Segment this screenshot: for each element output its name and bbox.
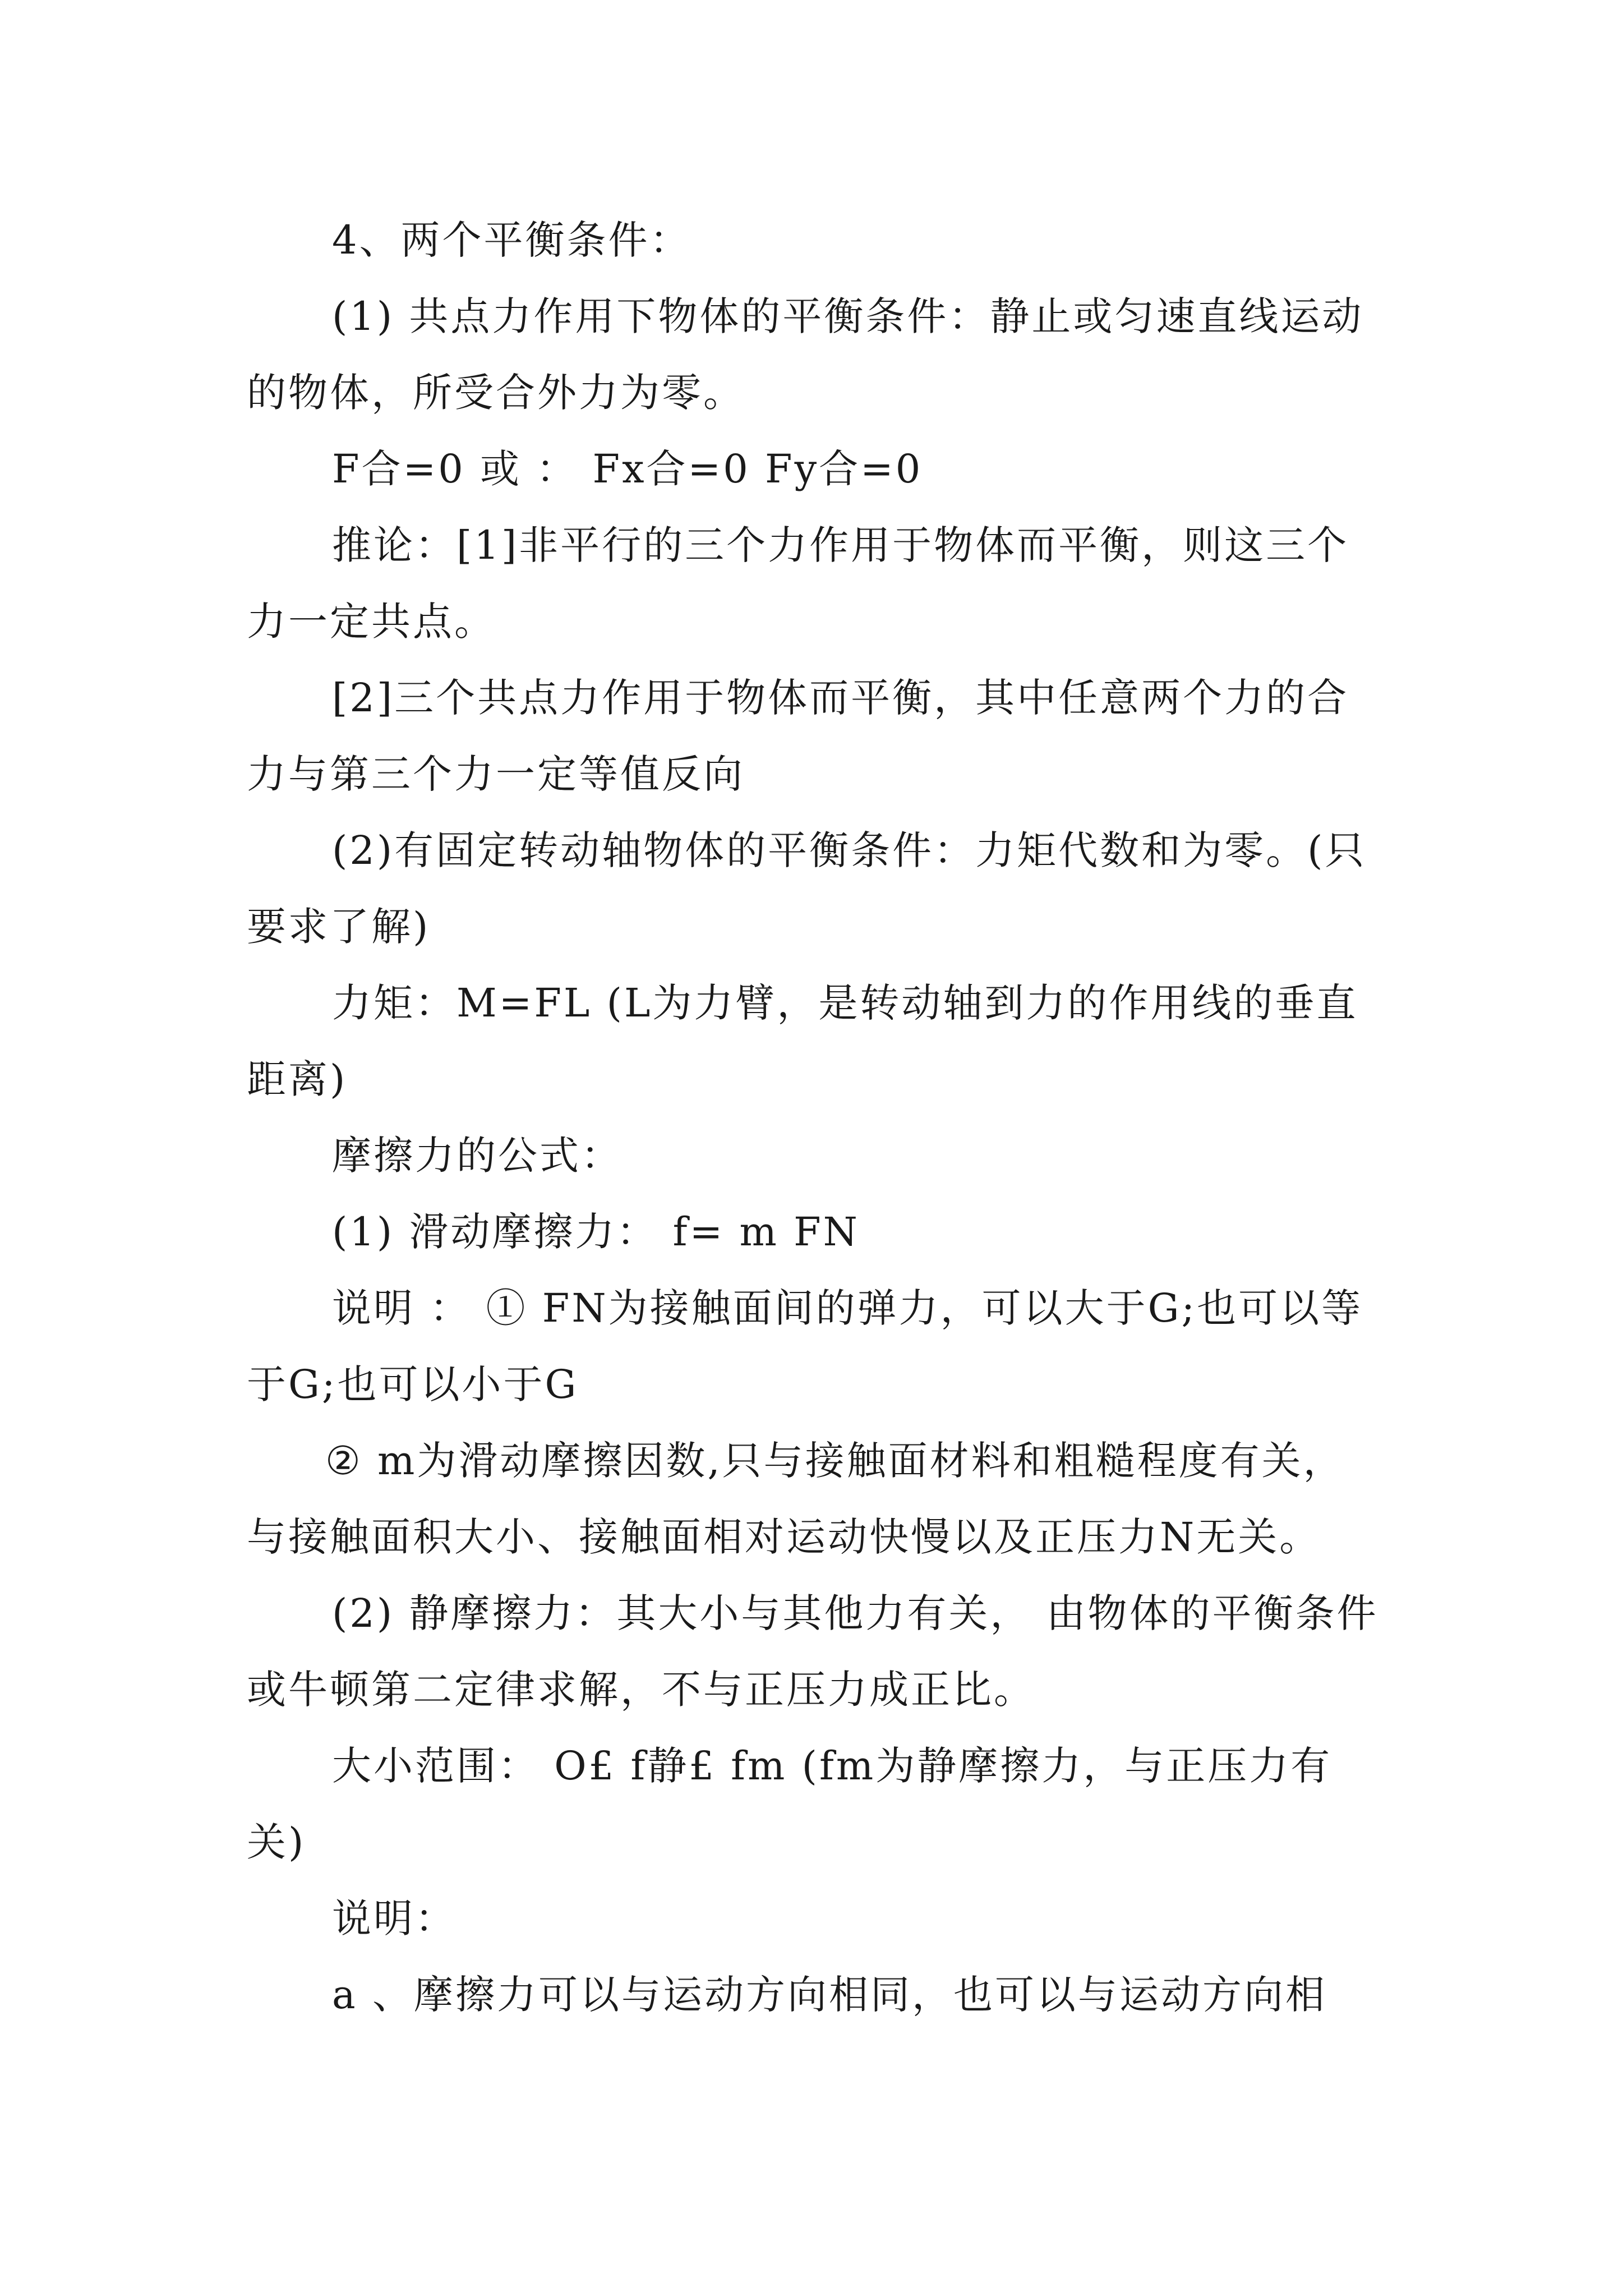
paragraph-note-normal-force: 说明 ： ① FN为接触面间的弹力，可以大于G;也可以等于G;也可以小于G — [247, 1285, 1363, 1407]
paragraph-note-heading: 说明： — [332, 1895, 457, 1941]
document-body — [247, 202, 1380, 2033]
section-heading-equilibrium-conditions: 4、两个平衡条件： — [332, 217, 691, 263]
paragraph-static-friction-range: 大小范围： O£ f静£ fm (fm为静摩擦力，与正压力有关) — [247, 1743, 1332, 1865]
paragraph-corollary-1: 推论：[1]非平行的三个力作用于物体而平衡，则这三个力一定共点。 — [247, 522, 1349, 645]
paragraph-note-friction-coefficient: ② m为滑动摩擦因数,只与接触面材料和粗糙程度有关，与接触面积大小、接触面相对运动快慢以及正压力N无关。 — [247, 1438, 1345, 1560]
paragraph-torque-definition: 力矩：M=FL (L为力臂，是转动轴到力的作用线的垂直距离) — [247, 980, 1358, 1102]
paragraph-static-friction: (2) 静摩擦力：其大小与其他力有关， 由物体的平衡条件或牛顿第二定律求解，不与正压力成正比。 — [247, 1590, 1378, 1713]
paragraph-concurrent-force-condition: (1) 共点力作用下物体的平衡条件：静止或匀速直线运动的物体，所受合外力为零。 — [247, 293, 1364, 416]
formula-sliding-friction: (1) 滑动摩擦力： f= m FN — [332, 1209, 860, 1255]
paragraph-corollary-2: [2]三个共点力作用于物体而平衡，其中任意两个力的合力与第三个力一定等值反向 — [247, 675, 1349, 797]
formula-net-force-zero: F合=0 或 ： Fx合=0 Fy合=0 — [332, 446, 923, 492]
section-heading-friction-formulas: 摩擦力的公式： — [332, 1133, 623, 1179]
paragraph-note-a: a 、摩擦力可以与运动方向相同，也可以与运动方向相 — [332, 1972, 1327, 2018]
paragraph-fixed-axis-condition: (2)有固定转动轴物体的平衡条件：力矩代数和为零。(只要求了解) — [247, 827, 1367, 950]
